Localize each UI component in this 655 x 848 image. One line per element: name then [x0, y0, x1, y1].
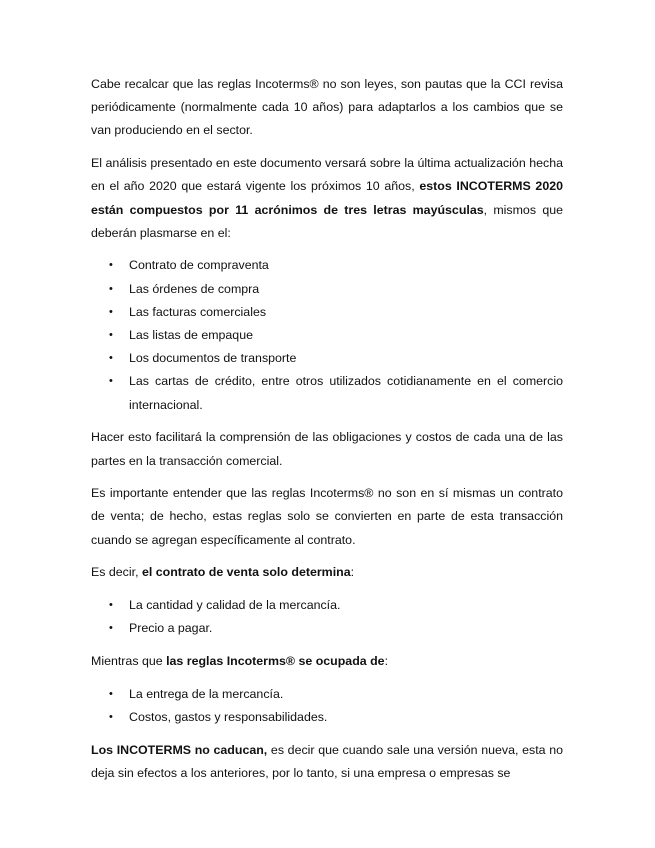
bullet-icon: • [109, 329, 113, 342]
documents-list [91, 254, 563, 416]
paragraph-text: Mientras que [91, 653, 167, 668]
bold-text: Los INCOTERMS no caducan, [91, 742, 268, 757]
bullet-icon: • [109, 375, 113, 388]
list-item-text: Las órdenes de compra [129, 281, 260, 296]
paragraph-incoterms-do-not-expire [91, 739, 563, 785]
paragraph-text: Es decir, [91, 565, 142, 580]
list-item-text: Las cartas de crédito, entre otros utilizados cotidianamente en el comercio internacional. [129, 374, 563, 412]
bold-text: el contrato de venta solo determina [141, 565, 351, 580]
document-page [91, 73, 563, 794]
paragraph-text: : [350, 565, 355, 580]
paragraph-not-contract: Es importante entender que las reglas Incoterms® no son en sí mismas un contrato de venta; de hecho, estas reglas solo se convierten en parte de esta transacción cuando se agregan específicamente al contrato. [91, 486, 563, 547]
list-item [91, 594, 563, 617]
paragraph-comprehension: Hacer esto facilitará la comprensión de las obligaciones y costos de cada una de las partes en la transacción comercial. [91, 430, 563, 468]
bullet-icon: • [109, 259, 113, 272]
list-item-text: Contrato de compraventa [129, 258, 269, 273]
list-item-text: Las facturas comerciales [129, 304, 267, 319]
list-item-text: La entrega de la mercancía. [129, 686, 284, 701]
list-item [91, 347, 563, 370]
list-item [91, 254, 563, 277]
list-item-text: Costos, gastos y responsabilidades. [129, 709, 328, 724]
paragraph-contract-determines [91, 561, 563, 584]
bullet-icon: • [109, 305, 113, 318]
list-item-text: Las listas de empaque [129, 328, 253, 343]
paragraph-analysis-2020 [91, 152, 563, 245]
paragraph-text: es decir que cuando sale una versión nueva, esta no deja sin efectos a los anteriores, por lo tanto, si una empresa o empresas se [91, 742, 563, 780]
list-item [91, 301, 563, 324]
paragraph-text: , mismos que deberán plasmarse en el: [91, 202, 563, 240]
list-item-text: Precio a pagar. [129, 621, 213, 636]
bold-text: las reglas Incoterms® se ocupada de [166, 653, 385, 668]
list-item-text: Los documentos de transporte [129, 351, 297, 366]
bullet-icon: • [109, 352, 113, 365]
bullet-icon: • [109, 622, 113, 635]
contract-list [91, 594, 563, 640]
paragraph-incoterms-not-laws: Cabe recalcar que las reglas Incoterms® no son leyes, son pautas que la CCI revisa periódicamente (normalmente cada 10 años) para adaptarlos a los cambios que se van produciendo en el sector. [91, 77, 563, 138]
bullet-icon: • [109, 282, 113, 295]
list-item [91, 683, 563, 706]
bullet-icon: • [109, 687, 113, 700]
bullet-icon: • [109, 599, 113, 612]
bullet-icon: • [109, 710, 113, 723]
bold-text: estos INCOTERMS 2020 están compuestos por 11 acrónimos de tres letras mayúsculas [91, 179, 563, 217]
list-item [91, 324, 563, 347]
paragraph-text: : [384, 653, 389, 668]
list-item [91, 706, 563, 729]
list-item [91, 278, 563, 301]
paragraph-text: El análisis presentado en este documento versará sobre la última actualización hecha en el año 2020 que estará vigente los próximos 10 años, [91, 156, 563, 194]
list-item-text: La cantidad y calidad de la mercancía. [129, 598, 341, 613]
incoterms-list [91, 683, 563, 729]
paragraph-incoterms-handle [91, 650, 563, 673]
list-item [91, 370, 563, 416]
list-item [91, 617, 563, 640]
